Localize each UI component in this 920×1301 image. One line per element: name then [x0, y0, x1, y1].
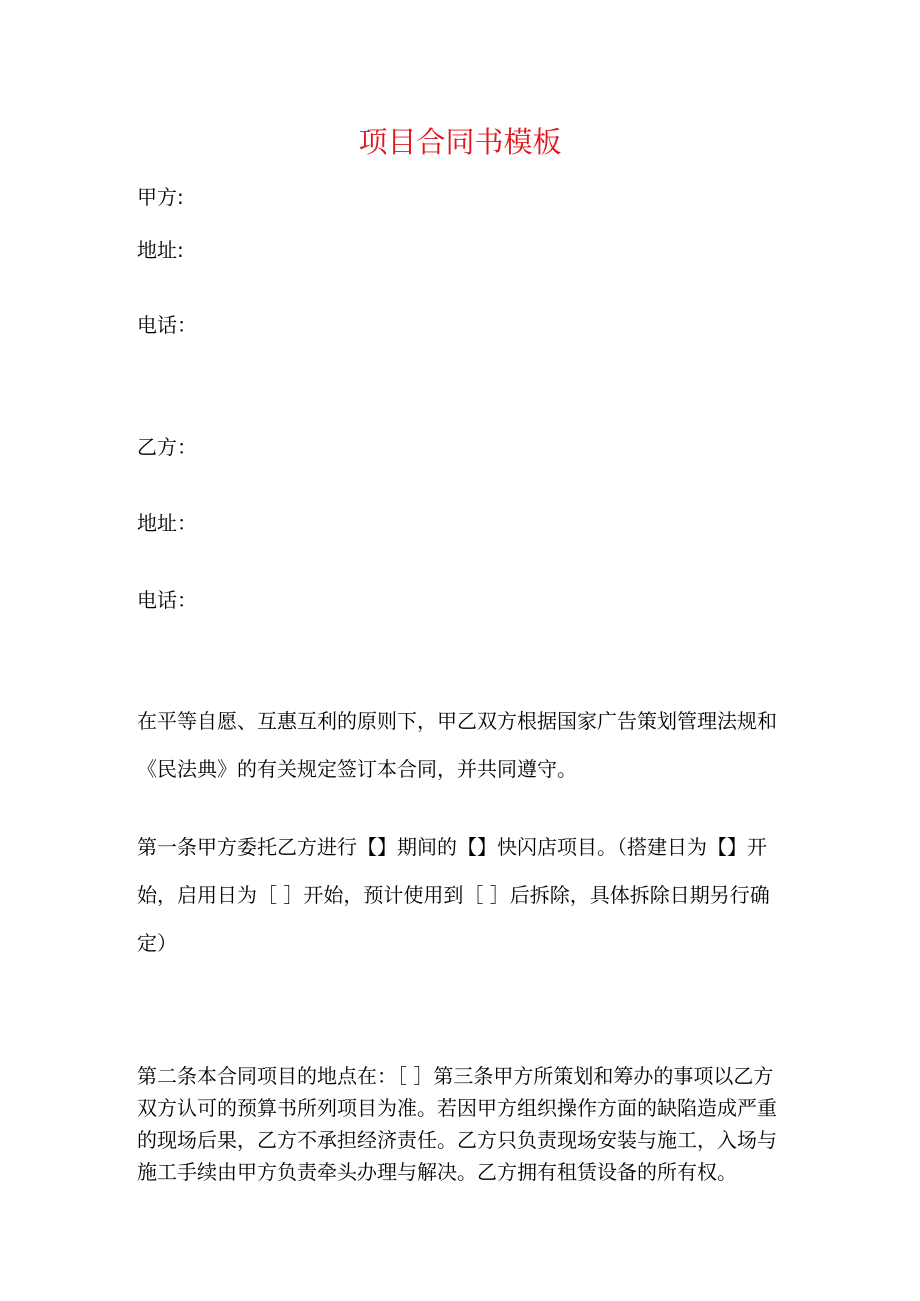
intro-line: 在平等自愿、互惠互利的原则下，甲乙双方根据国家广告策划管理法规和	[137, 709, 777, 733]
intro-line: 《民法典》的有关规定签订本合同，并共同遵守。	[137, 757, 577, 781]
party-a-label: 甲方:	[137, 185, 184, 209]
document-title: 项目合同书模板	[358, 125, 562, 159]
article-1-line: 定）	[137, 931, 177, 955]
party-b-phone-label: 电话：	[137, 588, 197, 612]
article-2-line: 双方认可的预算书所列项目为准。若因甲方组织操作方面的缺陷造成严重	[137, 1096, 777, 1120]
intro-paragraph	[137, 697, 787, 793]
article-1-line: 始，启用日为［ ］开始，预计使用到［ ］后拆除，具体拆除日期另行确	[137, 883, 770, 907]
article-2-line: 的现场后果，乙方不承担经济责任。乙方只负责现场安装与施工，入场与	[137, 1128, 777, 1152]
article-2-line: 施工手续由甲方负责牵头办理与解决。乙方拥有租赁设备的所有权。	[137, 1160, 737, 1184]
party-b-address-label: 地址：	[137, 511, 197, 535]
party-a-address-label: 地址:	[137, 238, 184, 262]
article-2-paragraph	[137, 1060, 787, 1188]
article-1-paragraph	[137, 823, 787, 967]
party-b-label: 乙方：	[137, 435, 197, 459]
article-2-line: 第二条本合同项目的地点在：［ ］第三条甲方所策划和筹办的事项以乙方	[137, 1064, 774, 1088]
article-1-line: 第一条甲方委托乙方进行【】期间的【】快闪店项目。（搭建日为【】开	[137, 835, 767, 859]
party-a-phone-label: 电话：	[137, 313, 197, 337]
